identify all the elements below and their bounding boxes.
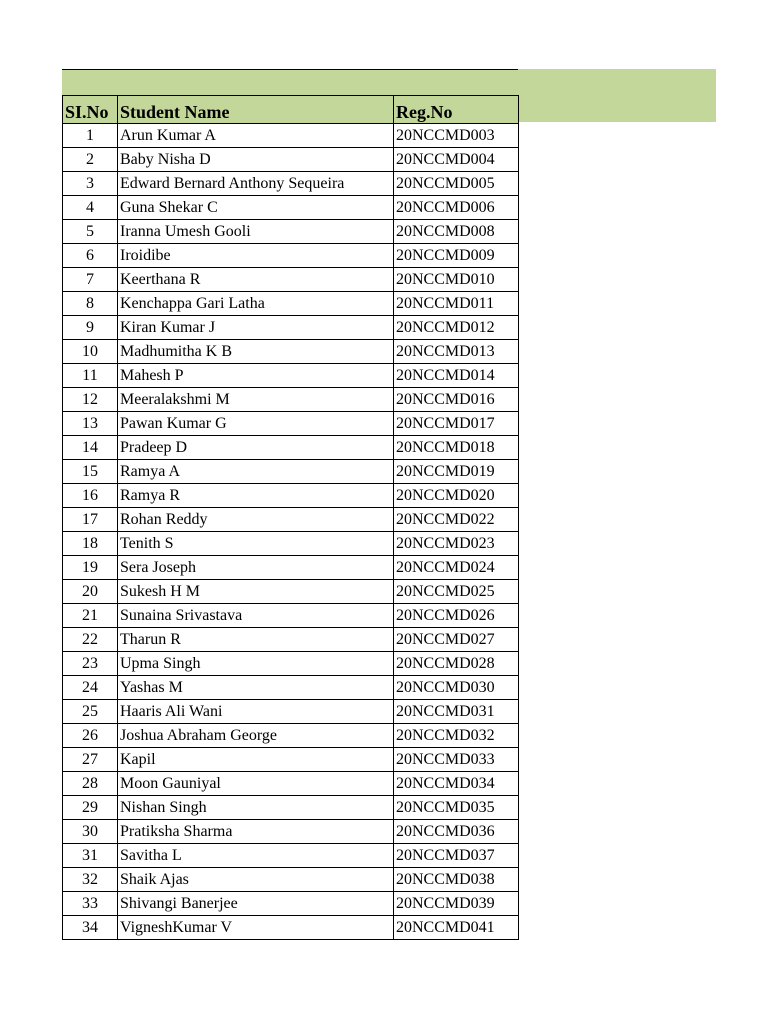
table-row <box>63 772 519 796</box>
column-header-reg-no[interactable]: Reg.No <box>394 96 519 124</box>
cell-sno[interactable]: 1 <box>63 124 118 148</box>
cell-reg-no[interactable]: 20NCCMD011 <box>394 292 519 316</box>
cell-student-name[interactable]: Sukesh H M <box>118 580 394 604</box>
cell-sno[interactable]: 19 <box>63 556 118 580</box>
cell-student-name[interactable]: Joshua Abraham George <box>118 724 394 748</box>
cell-reg-no[interactable]: 20NCCMD032 <box>394 724 519 748</box>
cell-student-name[interactable]: Sunaina Srivastava <box>118 604 394 628</box>
cell-reg-no[interactable]: 20NCCMD003 <box>394 124 519 148</box>
cell-sno[interactable]: 7 <box>63 268 118 292</box>
table-row <box>63 916 519 940</box>
table-row <box>63 124 519 148</box>
cell-student-name[interactable]: Iranna Umesh Gooli <box>118 220 394 244</box>
cell-sno[interactable]: 6 <box>63 244 118 268</box>
column-header-student-name[interactable]: Student Name <box>118 96 394 124</box>
cell-reg-no[interactable]: 20NCCMD004 <box>394 148 519 172</box>
cell-sno[interactable]: 16 <box>63 484 118 508</box>
cell-reg-no[interactable]: 20NCCMD038 <box>394 868 519 892</box>
cell-student-name[interactable]: Madhumitha K B <box>118 340 394 364</box>
cell-reg-no[interactable]: 20NCCMD023 <box>394 532 519 556</box>
cell-reg-no[interactable]: 20NCCMD006 <box>394 196 519 220</box>
cell-reg-no[interactable]: 20NCCMD033 <box>394 748 519 772</box>
cell-sno[interactable]: 8 <box>63 292 118 316</box>
cell-reg-no[interactable]: 20NCCMD037 <box>394 844 519 868</box>
cell-student-name[interactable]: Haaris Ali Wani <box>118 700 394 724</box>
table-row <box>63 172 519 196</box>
cell-sno[interactable]: 31 <box>63 844 118 868</box>
cell-reg-no[interactable]: 20NCCMD030 <box>394 676 519 700</box>
cell-reg-no[interactable]: 20NCCMD016 <box>394 388 519 412</box>
cell-student-name[interactable]: Yashas M <box>118 676 394 700</box>
table-row <box>63 508 519 532</box>
cell-sno[interactable]: 34 <box>63 916 118 940</box>
cell-reg-no[interactable]: 20NCCMD039 <box>394 892 519 916</box>
cell-sno[interactable]: 5 <box>63 220 118 244</box>
cell-sno[interactable]: 21 <box>63 604 118 628</box>
cell-reg-no[interactable]: 20NCCMD020 <box>394 484 519 508</box>
cell-reg-no[interactable]: 20NCCMD027 <box>394 628 519 652</box>
cell-sno[interactable]: 10 <box>63 340 118 364</box>
table-row <box>63 724 519 748</box>
cell-student-name[interactable]: Keerthana R <box>118 268 394 292</box>
table-row <box>63 364 519 388</box>
cell-student-name[interactable]: Upma Singh <box>118 652 394 676</box>
table-row <box>63 796 519 820</box>
cell-sno[interactable]: 29 <box>63 796 118 820</box>
cell-reg-no[interactable]: 20NCCMD018 <box>394 436 519 460</box>
cell-student-name[interactable]: Meeralakshmi M <box>118 388 394 412</box>
cell-student-name[interactable]: Nishan Singh <box>118 796 394 820</box>
cell-sno[interactable]: 4 <box>63 196 118 220</box>
cell-sno[interactable]: 11 <box>63 364 118 388</box>
cell-sno[interactable]: 18 <box>63 532 118 556</box>
cell-sno[interactable]: 24 <box>63 676 118 700</box>
cell-student-name[interactable]: Mahesh P <box>118 364 394 388</box>
table-row <box>63 484 519 508</box>
cell-reg-no[interactable]: 20NCCMD019 <box>394 460 519 484</box>
table-row <box>63 556 519 580</box>
table-row <box>63 580 519 604</box>
cell-student-name[interactable]: Pawan Kumar G <box>118 412 394 436</box>
cell-reg-no[interactable]: 20NCCMD005 <box>394 172 519 196</box>
cell-student-name[interactable]: Arun Kumar A <box>118 124 394 148</box>
cell-student-name[interactable]: Sera Joseph <box>118 556 394 580</box>
cell-student-name[interactable]: Shaik Ajas <box>118 868 394 892</box>
cell-student-name[interactable]: Savitha L <box>118 844 394 868</box>
cell-sno[interactable]: 13 <box>63 412 118 436</box>
table-row <box>63 700 519 724</box>
table-row <box>63 844 519 868</box>
cell-reg-no[interactable]: 20NCCMD026 <box>394 604 519 628</box>
cell-student-name[interactable]: Iroidibe <box>118 244 394 268</box>
table-row <box>63 436 519 460</box>
cell-reg-no[interactable]: 20NCCMD009 <box>394 244 519 268</box>
table-row <box>63 748 519 772</box>
cell-sno[interactable]: 22 <box>63 628 118 652</box>
cell-sno[interactable]: 25 <box>63 700 118 724</box>
header-band-top-border <box>62 69 518 70</box>
cell-reg-no[interactable]: 20NCCMD028 <box>394 652 519 676</box>
cell-reg-no[interactable]: 20NCCMD022 <box>394 508 519 532</box>
table-row <box>63 652 519 676</box>
cell-sno[interactable]: 32 <box>63 868 118 892</box>
cell-sno[interactable]: 30 <box>63 820 118 844</box>
table-row <box>63 460 519 484</box>
table-row <box>63 340 519 364</box>
cell-reg-no[interactable]: 20NCCMD010 <box>394 268 519 292</box>
cell-sno[interactable]: 28 <box>63 772 118 796</box>
cell-sno[interactable]: 12 <box>63 388 118 412</box>
cell-sno[interactable]: 14 <box>63 436 118 460</box>
cell-student-name[interactable]: Pradeep D <box>118 436 394 460</box>
cell-reg-no[interactable]: 20NCCMD036 <box>394 820 519 844</box>
cell-student-name[interactable]: Shivangi Banerjee <box>118 892 394 916</box>
cell-sno[interactable]: 17 <box>63 508 118 532</box>
cell-reg-no[interactable]: 20NCCMD013 <box>394 340 519 364</box>
cell-reg-no[interactable]: 20NCCMD014 <box>394 364 519 388</box>
table-row <box>63 676 519 700</box>
table-row <box>63 820 519 844</box>
cell-reg-no[interactable]: 20NCCMD035 <box>394 796 519 820</box>
cell-reg-no[interactable]: 20NCCMD025 <box>394 580 519 604</box>
roster-body <box>63 124 519 940</box>
cell-student-name[interactable]: VigneshKumar V <box>118 916 394 940</box>
cell-sno[interactable]: 26 <box>63 724 118 748</box>
cell-student-name[interactable]: Kapil <box>118 748 394 772</box>
cell-reg-no[interactable]: 20NCCMD034 <box>394 772 519 796</box>
cell-student-name[interactable]: Ramya A <box>118 460 394 484</box>
table-row <box>63 220 519 244</box>
table-row <box>63 868 519 892</box>
cell-student-name[interactable]: Baby Nisha D <box>118 148 394 172</box>
cell-student-name[interactable]: Tharun R <box>118 628 394 652</box>
cell-reg-no[interactable]: 20NCCMD041 <box>394 916 519 940</box>
cell-student-name[interactable]: Ramya R <box>118 484 394 508</box>
table-row <box>63 244 519 268</box>
cell-sno[interactable]: 2 <box>63 148 118 172</box>
column-header-sno[interactable]: SI.No <box>63 96 118 124</box>
header-row <box>63 96 519 124</box>
cell-sno[interactable]: 15 <box>63 460 118 484</box>
table-row <box>63 316 519 340</box>
cell-sno[interactable]: 23 <box>63 652 118 676</box>
cell-reg-no[interactable]: 20NCCMD017 <box>394 412 519 436</box>
table-row <box>63 292 519 316</box>
table-row <box>63 196 519 220</box>
table-row <box>63 412 519 436</box>
cell-student-name[interactable]: Guna Shekar C <box>118 196 394 220</box>
cell-sno[interactable]: 33 <box>63 892 118 916</box>
cell-student-name[interactable]: Tenith S <box>118 532 394 556</box>
table-row <box>63 628 519 652</box>
table-row <box>63 268 519 292</box>
table-row <box>63 892 519 916</box>
table-row <box>63 532 519 556</box>
cell-student-name[interactable]: Edward Bernard Anthony Sequeira <box>118 172 394 196</box>
cell-sno[interactable]: 9 <box>63 316 118 340</box>
cell-student-name[interactable]: Moon Gauniyal <box>118 772 394 796</box>
cell-student-name[interactable]: Kiran Kumar J <box>118 316 394 340</box>
cell-reg-no[interactable]: 20NCCMD024 <box>394 556 519 580</box>
cell-reg-no[interactable]: 20NCCMD012 <box>394 316 519 340</box>
student-roster-table <box>62 95 519 940</box>
table-row <box>63 148 519 172</box>
cell-reg-no[interactable]: 20NCCMD031 <box>394 700 519 724</box>
cell-sno[interactable]: 3 <box>63 172 118 196</box>
cell-student-name[interactable]: Pratiksha Sharma <box>118 820 394 844</box>
cell-sno[interactable]: 20 <box>63 580 118 604</box>
table-row <box>63 604 519 628</box>
cell-sno[interactable]: 27 <box>63 748 118 772</box>
cell-student-name[interactable]: Rohan Reddy <box>118 508 394 532</box>
cell-reg-no[interactable]: 20NCCMD008 <box>394 220 519 244</box>
cell-student-name[interactable]: Kenchappa Gari Latha <box>118 292 394 316</box>
table-row <box>63 388 519 412</box>
